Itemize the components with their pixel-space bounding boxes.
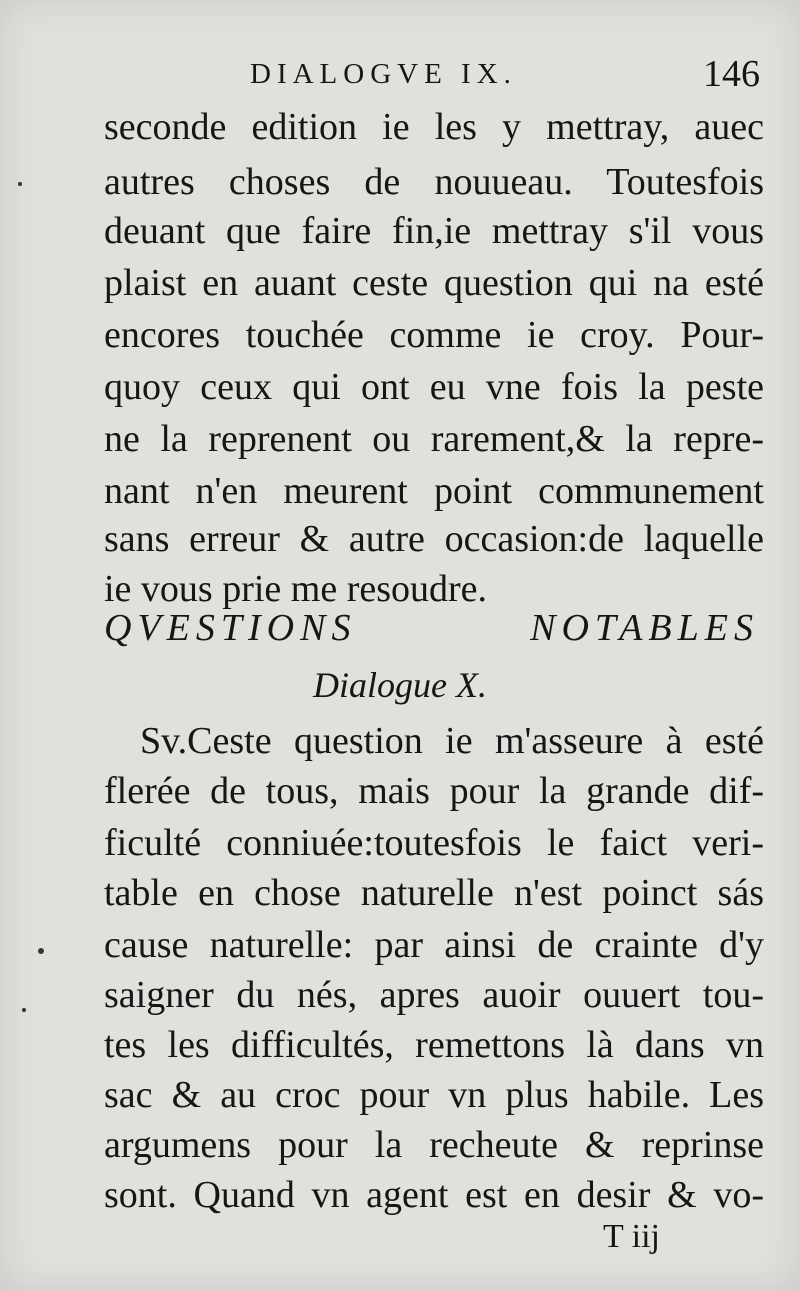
text-line: plaist en auant ceste question qui na esté <box>104 262 764 304</box>
text-line: sac & au croc pour vn plus habile. Les <box>104 1074 764 1116</box>
text-line: tes les difficultés, remettons là dans vn <box>104 1024 764 1066</box>
text-line: Sv.Ceste question ie m'asseure à esté <box>140 720 764 762</box>
text-line: seconde edition ie les y mettray, auec <box>104 106 764 148</box>
text-line: autres choses de nouueau. Toutesfois <box>104 161 764 203</box>
section-subtitle: Dialogue X. <box>313 665 487 705</box>
ink-speck <box>38 948 44 954</box>
text-line: saigner du nés, apres auoir ouuert tou- <box>104 974 764 1016</box>
page-header <box>0 52 800 102</box>
text-line: encores touchée comme ie croy. Pour- <box>104 314 764 356</box>
text-line: deuant que faire fin,ie mettray s'il vous <box>104 210 764 252</box>
text-line: table en chose naturelle n'est poinct sás <box>104 872 764 914</box>
ink-speck <box>22 1008 26 1012</box>
text-line: ne la reprenent ou rarement,& la repre- <box>104 418 764 460</box>
text-line: quoy ceux qui ont eu vne fois la peste <box>104 366 764 408</box>
signature-mark: T iij <box>603 1218 660 1255</box>
text-line: sont. Quand vn agent est en desir & vo- <box>104 1174 764 1216</box>
text-line: nant n'en meurent point communement <box>104 470 764 512</box>
text-line: cause naturelle: par ainsi de crainte d'y <box>104 924 764 966</box>
ink-speck <box>18 182 22 186</box>
section-title: QVESTIONS NOTABLES <box>104 607 759 649</box>
page-number: 146 <box>703 53 760 95</box>
text-line: argumens pour la recheute & reprinse <box>104 1124 764 1166</box>
text-line: ficulté conniuée:toutesfois le faict veri- <box>104 822 764 864</box>
text-line: ie vous prie me resoudre. <box>104 568 488 610</box>
text-line: flerée de tous, mais pour la grande dif- <box>104 770 764 812</box>
running-head: DIALOGVE IX. <box>250 58 517 90</box>
text-line: sans erreur & autre occasion:de laquelle <box>104 518 764 560</box>
